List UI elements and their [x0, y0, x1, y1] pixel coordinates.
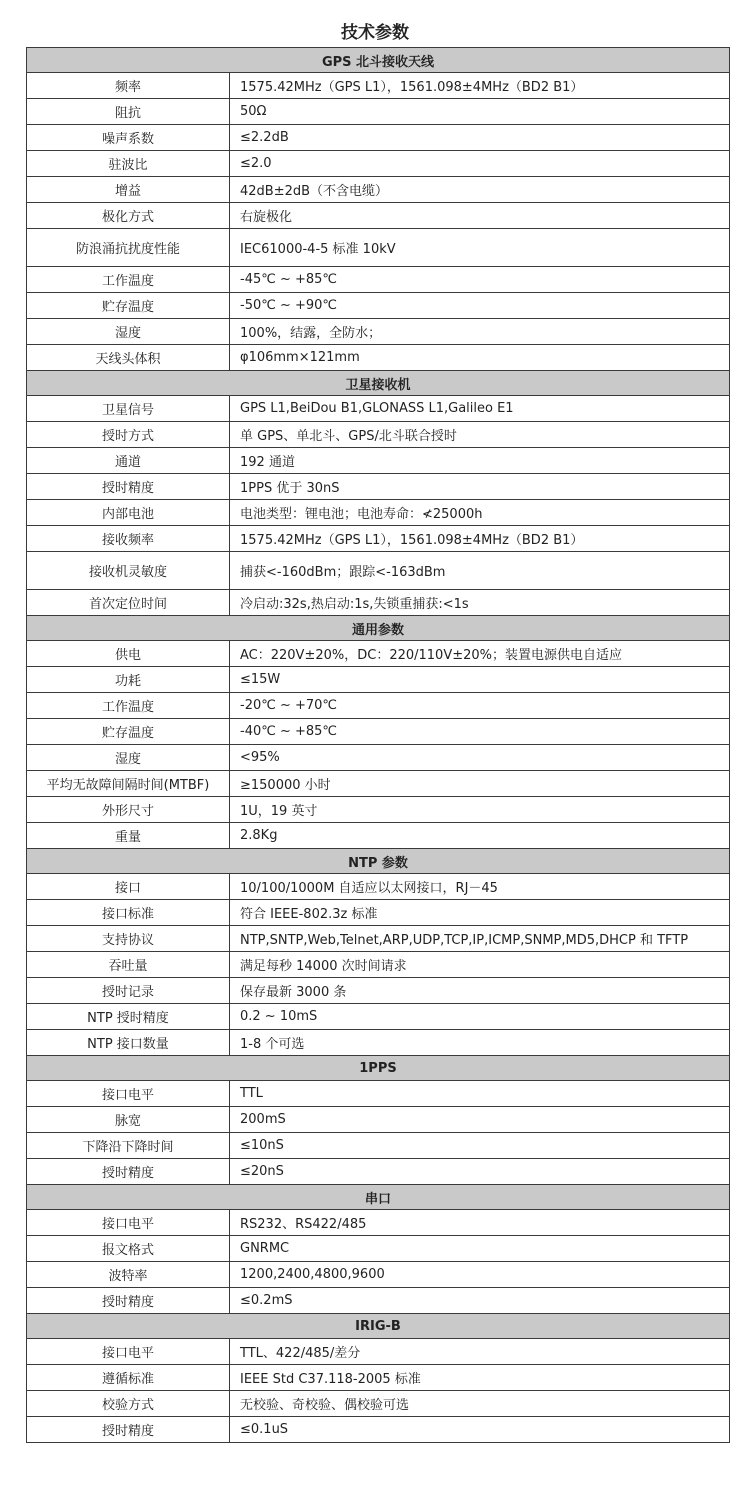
table-row: [27, 1391, 730, 1417]
table-row: [27, 203, 730, 229]
table-row: [27, 1339, 730, 1365]
param-value: 捕获<-160dBm；跟踪<-163dBm: [230, 552, 730, 590]
table-row: [27, 1030, 730, 1056]
param-value: 保存最新 3000 条: [230, 978, 730, 1004]
section-title: 通用参数: [27, 616, 730, 641]
param-value: 10/100/1000M 自适应以太网接口，RJ－45: [230, 874, 730, 900]
param-value: 1575.42MHz（GPS L1），1561.098±4MHz（BD2 B1）: [230, 73, 730, 99]
table-row: [27, 693, 730, 719]
table-row: [27, 422, 730, 448]
param-value: TTL、422/485/差分: [230, 1339, 730, 1365]
table-row: [27, 1081, 730, 1107]
table-row: [27, 1417, 730, 1443]
section-header-row: [27, 1056, 730, 1081]
section-header-row: [27, 849, 730, 874]
param-value: AC：220V±20%，DC：220/110V±20%；装置电源供电自适应: [230, 641, 730, 667]
param-label: 贮存温度: [27, 293, 230, 319]
param-label: 阻抗: [27, 99, 230, 125]
param-value: NTP,SNTP,Web,Telnet,ARP,UDP,TCP,IP,ICMP,SNMP,MD5,DHCP 和 TFTP: [230, 926, 730, 952]
table-row: [27, 1210, 730, 1236]
param-label: 校验方式: [27, 1391, 230, 1417]
param-label: 噪声系数: [27, 125, 230, 151]
param-label: 授时精度: [27, 474, 230, 500]
param-value: RS232、RS422/485: [230, 1210, 730, 1236]
param-value: 0.2 ~ 10mS: [230, 1004, 730, 1030]
param-value: ≤10nS: [230, 1133, 730, 1159]
param-value: 右旋极化: [230, 203, 730, 229]
param-label: 授时精度: [27, 1159, 230, 1185]
section-header-row: [27, 1185, 730, 1210]
param-value: φ106mm×121mm: [230, 345, 730, 371]
param-label: 功耗: [27, 667, 230, 693]
table-row: [27, 448, 730, 474]
spec-table: [26, 47, 730, 1443]
param-value: 100%，结露，全防水；: [230, 319, 730, 345]
table-row: [27, 900, 730, 926]
param-label: 极化方式: [27, 203, 230, 229]
param-label: 卫星信号: [27, 396, 230, 422]
table-row: [27, 667, 730, 693]
table-row: [27, 874, 730, 900]
table-row: [27, 552, 730, 590]
param-value: 无校验、奇校验、偶校验可选: [230, 1391, 730, 1417]
table-row: [27, 745, 730, 771]
param-value: 1575.42MHz（GPS L1），1561.098±4MHz（BD2 B1）: [230, 526, 730, 552]
table-row: [27, 1133, 730, 1159]
param-label: 支持协议: [27, 926, 230, 952]
param-value: 满足每秒 14000 次时间请求: [230, 952, 730, 978]
section-title: 串口: [27, 1185, 730, 1210]
param-value: 42dB±2dB（不含电缆）: [230, 177, 730, 203]
table-row: [27, 1004, 730, 1030]
param-label: 湿度: [27, 745, 230, 771]
param-label: 频率: [27, 73, 230, 99]
table-row: [27, 474, 730, 500]
param-label: 接口电平: [27, 1339, 230, 1365]
param-value: ≤0.1uS: [230, 1417, 730, 1443]
param-value: -20℃ ~ +70℃: [230, 693, 730, 719]
page-title: 技术参数: [341, 23, 409, 43]
section-title: GPS 北斗接收天线: [27, 48, 730, 73]
section-header-row: [27, 616, 730, 641]
section-title: 卫星接收机: [27, 371, 730, 396]
param-value: 50Ω: [230, 99, 730, 125]
param-label: 外形尺寸: [27, 797, 230, 823]
param-value: ≤2.0: [230, 151, 730, 177]
param-value: ≥150000 小时: [230, 771, 730, 797]
param-label: 接口: [27, 874, 230, 900]
param-label: NTP 接口数量: [27, 1030, 230, 1056]
table-row: [27, 1107, 730, 1133]
param-label: 遵循标准: [27, 1365, 230, 1391]
param-value: ≤20nS: [230, 1159, 730, 1185]
param-label: 首次定位时间: [27, 590, 230, 616]
param-value: IEC61000-4-5 标准 10kV: [230, 229, 730, 267]
table-row: [27, 771, 730, 797]
section-header-row: [27, 48, 730, 73]
param-value: ≤2.2dB: [230, 125, 730, 151]
param-label: 工作温度: [27, 267, 230, 293]
param-label: 重量: [27, 823, 230, 849]
table-row: [27, 293, 730, 319]
param-value: 192 通道: [230, 448, 730, 474]
param-value: 1PPS 优于 30nS: [230, 474, 730, 500]
param-value: -40℃ ~ +85℃: [230, 719, 730, 745]
table-row: [27, 719, 730, 745]
table-row: [27, 177, 730, 203]
param-label: 波特率: [27, 1262, 230, 1288]
param-label: NTP 授时精度: [27, 1004, 230, 1030]
table-row: [27, 500, 730, 526]
table-row: [27, 151, 730, 177]
param-label: 通道: [27, 448, 230, 474]
spec-table-body: [27, 48, 730, 1443]
param-label: 接口电平: [27, 1210, 230, 1236]
table-row: [27, 267, 730, 293]
param-value: 1U，19 英寸: [230, 797, 730, 823]
section-title: 1PPS: [27, 1056, 730, 1081]
param-label: 天线头体积: [27, 345, 230, 371]
param-value: ≤15W: [230, 667, 730, 693]
table-row: [27, 99, 730, 125]
param-label: 工作温度: [27, 693, 230, 719]
table-row: [27, 73, 730, 99]
param-label: 贮存温度: [27, 719, 230, 745]
table-row: [27, 229, 730, 267]
param-label: 授时方式: [27, 422, 230, 448]
table-row: [27, 1262, 730, 1288]
table-row: [27, 125, 730, 151]
section-header-row: [27, 1314, 730, 1339]
param-value: ≤0.2mS: [230, 1288, 730, 1314]
table-row: [27, 641, 730, 667]
param-label: 供电: [27, 641, 230, 667]
table-row: [27, 1159, 730, 1185]
table-row: [27, 345, 730, 371]
section-title: IRIG-B: [27, 1314, 730, 1339]
param-value: GNRMC: [230, 1236, 730, 1262]
table-row: [27, 1365, 730, 1391]
param-value: TTL: [230, 1081, 730, 1107]
section-header-row: [27, 371, 730, 396]
param-label: 下降沿下降时间: [27, 1133, 230, 1159]
param-label: 接收机灵敏度: [27, 552, 230, 590]
param-value: 符合 IEEE-802.3z 标准: [230, 900, 730, 926]
table-row: [27, 823, 730, 849]
table-row: [27, 952, 730, 978]
param-label: 接收频率: [27, 526, 230, 552]
param-value: -45℃ ~ +85℃: [230, 267, 730, 293]
param-value: 1-8 个可选: [230, 1030, 730, 1056]
param-label: 接口标准: [27, 900, 230, 926]
param-value: 1200,2400,4800,9600: [230, 1262, 730, 1288]
param-label: 平均无故障间隔时间(MTBF): [27, 771, 230, 797]
param-label: 授时精度: [27, 1417, 230, 1443]
param-label: 吞吐量: [27, 952, 230, 978]
table-row: [27, 526, 730, 552]
param-value: IEEE Std C37.118-2005 标准: [230, 1365, 730, 1391]
param-label: 驻波比: [27, 151, 230, 177]
table-row: [27, 590, 730, 616]
param-label: 接口电平: [27, 1081, 230, 1107]
param-label: 湿度: [27, 319, 230, 345]
param-value: -50℃ ~ +90℃: [230, 293, 730, 319]
param-label: 增益: [27, 177, 230, 203]
param-value: 单 GPS、单北斗、GPS/北斗联合授时: [230, 422, 730, 448]
table-row: [27, 396, 730, 422]
param-value: 200mS: [230, 1107, 730, 1133]
param-value: <95%: [230, 745, 730, 771]
table-row: [27, 1236, 730, 1262]
param-label: 授时精度: [27, 1288, 230, 1314]
table-row: [27, 978, 730, 1004]
table-row: [27, 926, 730, 952]
param-value: GPS L1,BeiDou B1,GLONASS L1,Galileo E1: [230, 396, 730, 422]
param-label: 授时记录: [27, 978, 230, 1004]
param-value: 电池类型：锂电池；电池寿命：≮25000h: [230, 500, 730, 526]
param-label: 防浪涌抗扰度性能: [27, 229, 230, 267]
param-label: 脉宽: [27, 1107, 230, 1133]
param-label: 内部电池: [27, 500, 230, 526]
param-value: 2.8Kg: [230, 823, 730, 849]
table-row: [27, 1288, 730, 1314]
section-title: NTP 参数: [27, 849, 730, 874]
param-label: 报文格式: [27, 1236, 230, 1262]
table-row: [27, 797, 730, 823]
param-value: 冷启动:32s,热启动:1s,失锁重捕获:<1s: [230, 590, 730, 616]
table-row: [27, 319, 730, 345]
